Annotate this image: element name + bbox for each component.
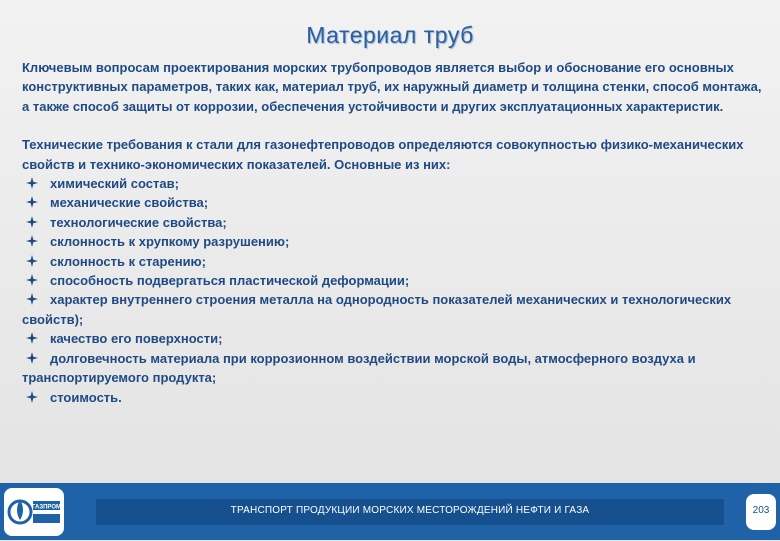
- diamond-bullet-icon: [26, 196, 38, 208]
- list-item-text: способность подвергаться пластической деформации;: [50, 273, 410, 289]
- diamond-bullet-icon: [26, 293, 38, 305]
- list-item: [22, 290, 762, 329]
- slide-content: [22, 58, 762, 407]
- paragraph-gap: [22, 116, 762, 135]
- list-item: [22, 388, 762, 407]
- diamond-bullet-icon: [26, 332, 38, 344]
- requirements-list: [22, 174, 762, 407]
- diamond-bullet-icon: [26, 235, 38, 247]
- list-item: [22, 193, 762, 212]
- diamond-bullet-icon: [26, 274, 38, 286]
- diamond-bullet-icon: [26, 216, 38, 228]
- list-item-text: механические свойства;: [50, 195, 209, 211]
- svg-text:ГАЗПРОМ: ГАЗПРОМ: [31, 504, 62, 511]
- logo-graphic: [4, 488, 64, 536]
- list-item-text: склонность к хрупкому разрушению;: [50, 234, 290, 250]
- list-item-text: склонность к старению;: [50, 253, 206, 269]
- diamond-bullet-icon: [26, 391, 38, 403]
- list-item-text: технологические свойства;: [50, 214, 227, 230]
- list-item: [22, 329, 762, 348]
- requirements-intro: Технические требования к стали для газонефтепроводов определяются совокупностью физико-механических свойств и технико-экономических показателей. Основные из них:: [22, 137, 744, 172]
- list-item-text: стоимость.: [50, 389, 122, 405]
- slide-title: Материал труб: [306, 22, 474, 48]
- list-item: [22, 271, 762, 290]
- intro-paragraph: Ключевым вопросам проектирования морских трубопроводов является выбор и обоснование его основных конструктивных параметров, таких как, материал труб, их наружный диаметр и толщина стенки, способ монтажа, а также способ защиты от коррозии, обеспечения устойчивости и других эксплуатационных характеристик.: [22, 60, 762, 114]
- diamond-bullet-icon: [26, 255, 38, 267]
- diamond-bullet-icon: [26, 177, 38, 189]
- list-item: [22, 232, 762, 251]
- list-item: [22, 349, 762, 388]
- footer-title: ТРАНСПОРТ ПРОДУКЦИИ МОРСКИХ МЕСТОРОЖДЕНИЙ НЕФТИ И ГАЗА: [230, 505, 590, 516]
- list-item: [22, 174, 762, 193]
- diamond-bullet-icon: [26, 352, 38, 364]
- list-item: [22, 213, 762, 232]
- gazprom-logo-icon: [4, 488, 64, 536]
- list-item-text: характер внутреннего строения металла на однородность показателей механических и технологических свойств);: [22, 292, 732, 327]
- page-number: 203: [752, 505, 770, 516]
- list-item-text: долговечность материала при коррозионном воздействии морской воды, атмосферного воздуха и транспортируемого продукта;: [22, 350, 696, 386]
- list-item-text: качество его поверхности;: [50, 331, 223, 347]
- list-item: [22, 252, 762, 271]
- list-item-text: химический состав;: [50, 176, 179, 192]
